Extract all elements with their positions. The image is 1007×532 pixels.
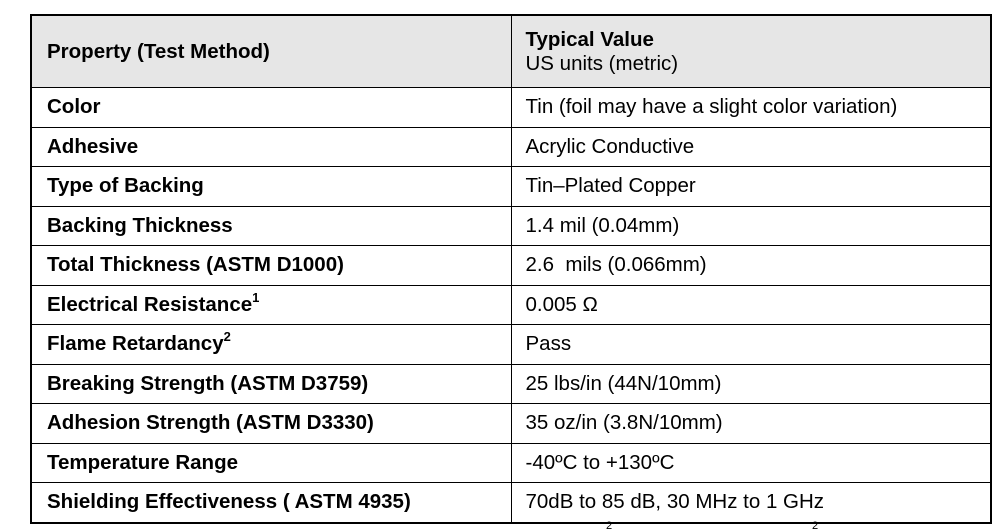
property-value: Acrylic Conductive — [525, 134, 695, 158]
property-cell — [31, 404, 511, 444]
property-name: Backing Thickness — [47, 213, 233, 237]
header-property-cell — [31, 15, 511, 88]
property-name: Adhesive — [47, 134, 139, 158]
value-cell — [511, 443, 991, 483]
table-row — [31, 127, 991, 167]
header-value-subtitle: US units (metric) — [525, 51, 679, 75]
value-cell — [511, 206, 991, 246]
property-value: 2.6 mils (0.066mm) — [525, 253, 707, 277]
footnote-marker: 1 — [252, 289, 260, 305]
property-value: 35 oz/in (3.8N/10mm) — [525, 411, 723, 435]
property-value: -40ºC to +130ºC — [525, 450, 675, 474]
value-cell — [511, 483, 991, 523]
property-value: Tin (foil may have a slight color variation) — [525, 95, 898, 119]
value-cell — [511, 285, 991, 325]
property-value: 70dB to 85 dB, 30 MHz to 1 GHz — [525, 490, 825, 514]
table-row — [31, 364, 991, 404]
property-cell — [31, 206, 511, 246]
value-cell — [511, 246, 991, 286]
property-name: Adhesion Strength (ASTM D3330) — [47, 411, 374, 435]
table-row — [31, 246, 991, 286]
value-cell — [511, 127, 991, 167]
property-cell — [31, 483, 511, 523]
cropped-footnote-mark: 2 — [606, 520, 613, 532]
value-cell — [511, 167, 991, 207]
table-row — [31, 206, 991, 246]
value-cell — [511, 88, 991, 128]
property-value: Tin–Plated Copper — [525, 174, 696, 198]
table-header-row — [31, 15, 991, 88]
property-name: Temperature Range — [47, 450, 239, 474]
table-row — [31, 404, 991, 444]
property-name: Type of Backing — [47, 174, 204, 198]
property-cell — [31, 285, 511, 325]
cropped-footnote-marks — [0, 520, 1007, 532]
header-property-label: Property (Test Method) — [47, 39, 270, 63]
footnote-marker: 2 — [223, 329, 231, 345]
property-cell — [31, 364, 511, 404]
property-name: Electrical Resistance — [47, 292, 253, 316]
properties-table — [30, 14, 992, 524]
table-row — [31, 443, 991, 483]
property-value: 25 lbs/in (44N/10mm) — [525, 371, 722, 395]
header-value-cell — [511, 15, 991, 88]
table-row — [31, 325, 991, 365]
property-name: Flame Retardancy — [47, 332, 224, 356]
property-name: Total Thickness (ASTM D1000) — [47, 253, 344, 277]
property-value: 0.005 Ω — [525, 292, 598, 316]
property-cell — [31, 246, 511, 286]
property-name: Breaking Strength (ASTM D3759) — [47, 371, 369, 395]
property-value: Pass — [525, 332, 572, 356]
property-value: 1.4 mil (0.04mm) — [525, 213, 680, 237]
table-row — [31, 285, 991, 325]
value-cell — [511, 325, 991, 365]
table-row — [31, 88, 991, 128]
property-name: Color — [47, 95, 101, 119]
property-name: Shielding Effectiveness ( ASTM 4935) — [47, 490, 411, 514]
header-value-title: Typical Value — [525, 27, 654, 51]
table-row — [31, 167, 991, 207]
value-cell — [511, 364, 991, 404]
table-row — [31, 483, 991, 523]
property-cell — [31, 443, 511, 483]
property-cell — [31, 88, 511, 128]
property-cell — [31, 127, 511, 167]
property-cell — [31, 167, 511, 207]
value-cell — [511, 404, 991, 444]
cropped-footnote-mark: 2 — [812, 520, 819, 532]
property-cell — [31, 325, 511, 365]
